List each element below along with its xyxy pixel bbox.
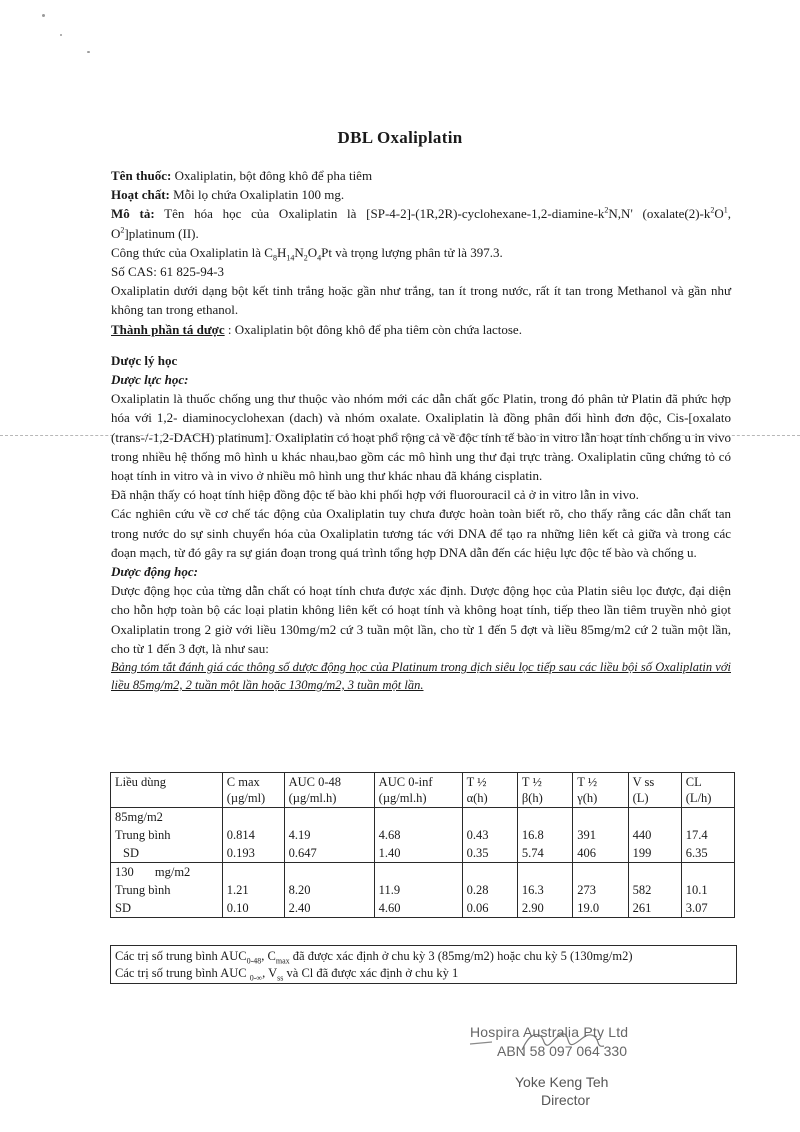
table-cell	[517, 863, 572, 882]
description-text: N,N' (oxalate(2)-k	[608, 206, 711, 222]
description-text: ]platinum (II).	[124, 225, 199, 241]
row-label: SD	[111, 899, 223, 918]
table-cell	[681, 808, 734, 827]
pharmacokinetics-heading: Dược động học:	[111, 564, 198, 580]
header-line: β(h)	[521, 791, 543, 805]
pharmacodynamics-paragraph-2: Đã nhận thấy có hoạt tính hiệp đồng độc tế bào khi phối hợp với fluorouracil cả ở in vitro lẫn in vivo.	[111, 487, 639, 503]
appearance-paragraph: Oxaliplatin dưới dạng bột kết tinh trắng hoặc gần như trắng, tan ít trong nước, rất ít tan trong Methanol và gần như không tan trong ethanol.	[111, 283, 731, 318]
table-row	[111, 881, 735, 899]
subscript: 14	[286, 253, 295, 263]
header-line: γ(h)	[577, 791, 598, 805]
table-cell: 11.9	[374, 881, 462, 899]
header-line: CL	[685, 775, 702, 789]
scan-speck	[87, 51, 90, 53]
table-cell	[573, 863, 628, 882]
table-row	[111, 826, 735, 844]
table-cell: 199	[628, 844, 681, 863]
table-cell: 406	[573, 844, 628, 863]
subscript: ss	[277, 973, 284, 982]
spacer	[111, 339, 731, 351]
table-cell: 261	[628, 899, 681, 918]
header-line: Liều dùng	[115, 775, 167, 789]
table-cell: 4.60	[374, 899, 462, 918]
description-text: O	[714, 206, 724, 222]
table-header-cell	[517, 773, 572, 808]
table-cell: 273	[573, 881, 628, 899]
dose-group-row	[111, 808, 735, 827]
table-header-cell	[681, 773, 734, 808]
footnote-text: Các trị số trung bình AUC	[115, 965, 250, 980]
description-text: Tên hóa học của Oxaliplatin là [SP-4-2]-(1R,2R)-cyclohexane-1,2-diamine-k	[154, 206, 605, 222]
subscript: max	[275, 956, 290, 966]
subscript: 0-∞	[249, 973, 263, 982]
scan-speck	[42, 14, 45, 17]
header-line: (µg/ml)	[226, 791, 266, 805]
table-cell: 3.07	[681, 899, 734, 918]
active-ingredient-value: Mỗi lọ chứa Oxaliplatin 100 mg.	[169, 187, 345, 203]
table-cell: 0.35	[462, 844, 517, 863]
table-header-cell	[284, 773, 374, 808]
header-line: AUC 0-inf	[378, 775, 433, 789]
table-cell: 1.21	[222, 881, 284, 899]
formula-text: Pt và trọng lượng phân tử là 397.3.	[321, 244, 503, 260]
footnote-text: , C	[261, 949, 276, 963]
table-header-cell	[222, 773, 284, 808]
superscript: 2	[120, 225, 125, 235]
pharmacodynamics-paragraph-3: Các nghiên cứu về cơ chế tác động của Oxaliplatin tuy chưa được hoàn toàn biết rõ, cho thấy rằng các dẫn chất tan trong nước do sự sinh chuyển hóa của Oxaliplatin tương tác với DNA để tạo ra những liên kết cả giữa và trong các đoạn mạch, từ đó gây ra sự gián đoạn trong quá trình tổng hợp DNA dẫn đến các hiệu lực độc tế bào và chống u.	[111, 506, 731, 560]
header-line: T ½	[466, 775, 487, 789]
pharmacodynamics-paragraph-1: Oxaliplatin là thuốc chống ung thư thuộc vào nhóm mới các dẫn chất gốc Platin, trong đó phân tử Platin đã phức hợp hóa với 1,2- diaminocyclohexan (dach) và nhóm oxalate. Oxaliplatin là đồng phân đối hình đơn độc, Cis-[oxalato (trans-/-1,2-DACH) platinum]. Oxaliplatin có hoạt phổ rộng cả về độc tính tế bào in vitro lẫn hoạt tính chống u in vivo trong nhiều hệ thống mô hình u khác nhau,bao gồm các mô hình ung thư đại trực tràng. Oxaliplatin cũng chứng tỏ có hoạt tính in vitro và in vivo ở nhiều mô hình ung thư khác nhau đã kháng cisplatin.	[111, 391, 731, 484]
cas-number: Số CAS: 61 825-94-3	[111, 264, 225, 280]
signatory-role: Director	[541, 1092, 591, 1108]
row-label: SD	[111, 844, 223, 863]
table-cell: 6.35	[681, 844, 734, 863]
table-cell: 1.40	[374, 844, 462, 863]
table-cell: 4.19	[284, 826, 374, 844]
description-line	[111, 204, 731, 242]
table-cell: 8.20	[284, 881, 374, 899]
table-header-cell	[374, 773, 462, 808]
table-cell: 440	[628, 826, 681, 844]
table-row	[111, 844, 735, 863]
drug-name-value: Oxaliplatin, bột đông khô để pha tiêm	[171, 168, 373, 183]
superscript: 1	[723, 206, 728, 216]
dose-label: 130 mg/m2	[111, 863, 223, 882]
header-line: T ½	[577, 775, 598, 789]
table-cell	[374, 808, 462, 827]
description-text: , O	[111, 206, 732, 241]
table-cell	[628, 863, 681, 882]
company-abn: ABN 58 097 064 330	[497, 1043, 627, 1059]
header-line: C max	[226, 775, 260, 789]
table-cell: 4.68	[374, 826, 462, 844]
subscript: 8	[272, 253, 277, 263]
table-cell	[284, 863, 374, 882]
footnote-2	[115, 965, 732, 982]
table-cell: 0.43	[462, 826, 517, 844]
header-line: T ½	[521, 775, 542, 789]
table-header-cell	[628, 773, 681, 808]
formula-line	[111, 243, 731, 262]
signatory-name: Yoke Keng Teh	[515, 1074, 609, 1090]
table-row	[111, 899, 735, 918]
pharmacodynamics-heading: Dược lực học:	[111, 372, 189, 388]
table-cell	[573, 808, 628, 827]
subscript: 0-48	[246, 956, 262, 966]
active-ingredient-line	[111, 185, 731, 204]
formula-text: O	[307, 244, 318, 260]
table-cell: 0.28	[462, 881, 517, 899]
table-cell: 0.193	[222, 844, 284, 863]
table-cell	[284, 808, 374, 827]
table-cell	[462, 863, 517, 882]
header-line: (L)	[632, 791, 649, 805]
table-cell: 2.90	[517, 899, 572, 918]
row-label: Trung bình	[111, 826, 223, 844]
superscript: 2	[604, 206, 609, 216]
drug-name-label: Tên thuốc:	[111, 168, 172, 183]
table-cell	[222, 863, 284, 882]
dose-label: 85mg/m2	[111, 808, 223, 827]
pharmacokinetics-paragraph: Dược động học của từng dẫn chất có hoạt tính chưa được xác định. Dược động học của Platin siêu lọc được, đại diện cho hỗn hợp toàn bộ các loại platin không liên kết có hoạt tính và không hoạt tính, tiếp theo lần tiêm truyền nhỏ giọt Oxaliplatin trong 2 giờ với liều 130mg/m2 cứ 3 tuần một lần, cho từ 1 đến 5 đợt và liều 85mg/m2 cứ 2 tuần một lần, cho từ 1 đến 3 đợt, là như sau:	[111, 583, 731, 656]
table-cell	[628, 808, 681, 827]
table-cell: 391	[573, 826, 628, 844]
table-cell: 0.814	[222, 826, 284, 844]
table-cell	[374, 863, 462, 882]
table-cell: 0.10	[222, 899, 284, 918]
superscript: 2	[710, 206, 715, 216]
subscript: 4	[317, 253, 322, 263]
footnote-text: , V	[262, 965, 278, 980]
table-cell: 582	[628, 881, 681, 899]
header-line: V ss	[632, 775, 655, 789]
formula-text: N	[294, 244, 304, 260]
row-label: Trung bình	[111, 881, 223, 899]
table-cell	[681, 863, 734, 882]
footnote-text: Các trị số trung bình AUC	[115, 949, 247, 963]
table-header-cell	[573, 773, 628, 808]
scan-speck	[60, 34, 62, 36]
formula-text: Công thức của Oxaliplatin là C	[111, 244, 273, 260]
header-line: α(h)	[466, 791, 488, 805]
footnote-1	[115, 948, 732, 965]
table-cell: 19.0	[573, 899, 628, 918]
table-header-cell	[111, 773, 223, 808]
table-header-cell	[462, 773, 517, 808]
drug-name-line	[111, 166, 731, 185]
header-line: (L/h)	[685, 791, 712, 805]
document-title: DBL Oxaliplatin	[337, 128, 463, 147]
excipient-value: : Oxaliplatin bột đông khô để pha tiêm còn chứa lactose.	[224, 321, 522, 337]
active-ingredient-label: Hoạt chất:	[111, 187, 170, 203]
formula-text: H	[276, 244, 287, 260]
table-cell: 16.3	[517, 881, 572, 899]
header-line: (µg/ml.h)	[288, 791, 337, 805]
table-cell: 2.40	[284, 899, 374, 918]
table-cell: 0.06	[462, 899, 517, 918]
document-body	[111, 166, 731, 694]
header-line: (µg/ml.h)	[378, 791, 427, 805]
table-cell: 0.647	[284, 844, 374, 863]
table-cell: 10.1	[681, 881, 734, 899]
footnote-text: và Cl đã được xác định ở chu kỳ 1	[283, 965, 459, 980]
table-header-row	[111, 773, 735, 808]
table-cell	[517, 808, 572, 827]
description-label: Mô tả:	[111, 206, 155, 222]
table-footnotes	[110, 945, 737, 984]
footnote-text: đã được xác định ở chu kỳ 3 (85mg/m2) hoặc chu kỳ 5 (130mg/m2)	[289, 949, 633, 963]
table-cell: 17.4	[681, 826, 734, 844]
pk-parameters-table	[110, 772, 735, 918]
dose-group-row	[111, 863, 735, 882]
excipient-line	[111, 320, 731, 339]
table-cell	[222, 808, 284, 827]
table-cell	[462, 808, 517, 827]
subscript: 2	[303, 253, 308, 263]
pharmacology-heading: Dược lý học	[111, 352, 178, 368]
table-cell: 16.8	[517, 826, 572, 844]
table-caption: Bảng tóm tắt đánh giá các thông số dược động học của Platinum trong dịch siêu lọc tiếp sau các liều bội số Oxaliplatin với liều 85mg/m2, 2 tuần một lần hoặc 130mg/m2, 3 tuần một lần.	[111, 660, 731, 693]
company-stamp: Hospira Australia Pty Ltd	[470, 1024, 629, 1040]
excipient-label: Thành phần tá dược	[111, 321, 225, 337]
table-cell: 5.74	[517, 844, 572, 863]
header-line: AUC 0-48	[288, 775, 342, 789]
